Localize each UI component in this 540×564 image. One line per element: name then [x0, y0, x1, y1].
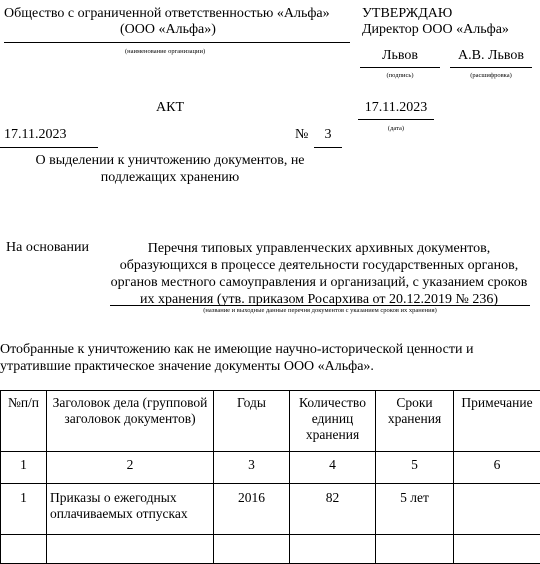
documents-table [0, 390, 540, 564]
act-date: 17.11.2023 [4, 127, 66, 143]
table-row-empty [1, 535, 540, 564]
approval-title: УТВЕРЖДАЮ [362, 6, 452, 22]
act-number-label: № [295, 127, 308, 143]
approval-signature: Львов [360, 48, 440, 64]
table-header-row [1, 391, 540, 452]
date-caption: (дата) [358, 125, 434, 132]
number-cell: 5 [376, 452, 454, 484]
act-number: 3 [314, 127, 342, 143]
header-cell: Заголовок дела (групповой заголовок документов) [47, 391, 214, 452]
row-count-cell: 82 [290, 484, 376, 535]
number-cell: 4 [290, 452, 376, 484]
row-note-cell [454, 484, 540, 535]
name-caption: (расшифровка) [450, 72, 532, 79]
approval-position: Директор ООО «Альфа» [362, 22, 509, 38]
table-row [1, 484, 540, 535]
number-cell: 3 [214, 452, 290, 484]
header-cell: Количество единиц хранения [290, 391, 376, 452]
signature-caption: (подпись) [360, 72, 440, 79]
basis-label: На основании [6, 240, 89, 256]
approval-date: 17.11.2023 [358, 100, 434, 116]
act-subject: О выделении к уничтожению документов, не подлежащих хранению [20, 152, 320, 186]
table-number-row [1, 452, 540, 484]
basis-caption: (название и выходные данные перечня документов с указанием сроков их хранения) [110, 307, 530, 314]
row-number-cell: 1 [1, 484, 47, 535]
approval-name: А.В. Львов [450, 48, 532, 64]
act-title: АКТ [156, 100, 184, 116]
selection-text: Отобранные к уничтожению как не имеющие научно-исторической ценности и утратившие практическое значение документы ООО «Альфа». [0, 341, 500, 375]
header-cell: №п/п [1, 391, 47, 452]
org-caption: (наименование организации) [125, 48, 205, 55]
org-name: Общество с ограниченной ответственностью «Альфа» [4, 6, 330, 22]
header-cell: Примечание [454, 391, 540, 452]
header-cell: Годы [214, 391, 290, 452]
row-term-cell: 5 лет [376, 484, 454, 535]
number-cell: 2 [47, 452, 214, 484]
row-title-cell: Приказы о ежегодных оплачиваемых отпусках [47, 484, 214, 535]
basis-text: Перечня типовых управленческих архивных документов, образующихся в процессе деятельности государственных органов, органов местного самоуправления и организаций, с указанием сроков их хранения (утв. приказом Росархива от 20.12.2019 № 236) [104, 240, 534, 308]
org-short-name: (ООО «Альфа») [120, 22, 216, 38]
header-cell: Сроки хранения [376, 391, 454, 452]
row-years-cell: 2016 [214, 484, 290, 535]
number-cell: 1 [1, 452, 47, 484]
number-cell: 6 [454, 452, 540, 484]
